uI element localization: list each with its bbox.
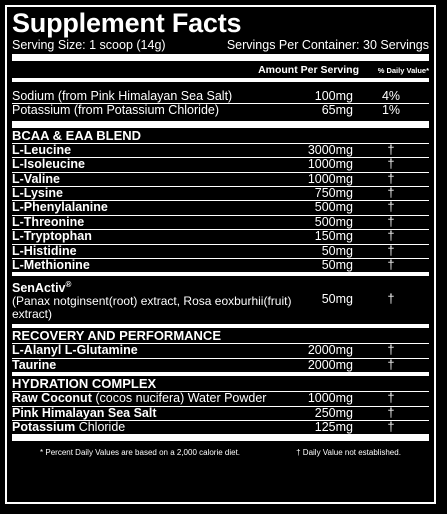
ingredient-dv: † — [387, 214, 395, 229]
recovery-list — [12, 344, 429, 372]
ingredient-dv: † — [387, 142, 395, 157]
ingredient-dv: † — [387, 243, 395, 258]
recovery-section-title: RECOVERY AND PERFORMANCE — [12, 328, 429, 344]
ingredient-row — [12, 187, 429, 201]
ingredient-name: L-Leucine — [12, 142, 72, 157]
ingredient-name: L-Isoleucine — [12, 157, 85, 172]
ingredient-name: L-Threonine — [12, 214, 85, 229]
serving-info — [12, 38, 429, 54]
hydration-section-title: HYDRATION COMPLEX — [12, 376, 429, 392]
ingredient-name: Pink Himalayan Sea Salt — [12, 405, 157, 420]
nutrient-dv: 4% — [381, 89, 401, 103]
ingredient-dv: † — [387, 357, 395, 372]
nutrient-row — [12, 90, 429, 104]
ingredient-dv: † — [387, 391, 395, 406]
nutrient-row — [12, 104, 429, 117]
ingredient-row — [12, 216, 429, 230]
ingredient-name: L-Valine — [12, 171, 60, 186]
ingredient-amount: 3000mg — [307, 142, 353, 157]
daily-value-header: % Daily Value* — [377, 66, 429, 75]
ingredient-row — [12, 201, 429, 215]
ingredient-amount: 150mg — [314, 229, 353, 244]
ingredient-amount: 2000mg — [307, 357, 353, 372]
ingredient-amount: 50mg — [321, 257, 353, 272]
ingredient-amount: 500mg — [314, 200, 353, 215]
servings-per-container: Servings Per Container: 30 Servings — [226, 38, 429, 52]
nutrient-name: Potassium (from Potassium Chloride) — [12, 103, 220, 118]
divider-thick — [12, 434, 429, 441]
footer-notes — [12, 447, 429, 459]
ingredient-dv: † — [387, 229, 395, 244]
ingredient-amount: 1000mg — [307, 171, 353, 186]
ingredient-name: Raw Coconut (cocos nucifera) Water Powder — [12, 391, 267, 406]
ingredient-amount: 50mg — [321, 243, 353, 258]
nutrient-name: Sodium (from Pink Himalayan Sea Salt) — [12, 89, 233, 103]
ingredient-name: Taurine — [12, 357, 57, 372]
ingredient-dv: † — [387, 405, 395, 420]
bcaa-list — [12, 144, 429, 273]
dagger-note: † Daily Value not established. — [296, 448, 401, 458]
ingredient-amount: 250mg — [314, 405, 353, 420]
ingredient-row — [12, 344, 429, 358]
ingredient-name: L-Phenylalanine — [12, 200, 108, 215]
ingredient-row — [12, 144, 429, 158]
ingredient-dv: † — [387, 171, 395, 186]
percent-dv-note: * Percent Daily Values are based on a 2,000 calorie diet. — [40, 448, 241, 458]
ingredient-dv: † — [387, 420, 395, 435]
serving-size: Serving Size: 1 scoop (14g) — [12, 38, 166, 52]
senactiv-name: SenActiv® — [12, 280, 72, 296]
ingredient-name: L-Methionine — [12, 257, 90, 272]
ingredient-dv: † — [387, 200, 395, 215]
nutrient-amount: 65mg — [321, 103, 353, 118]
ingredient-row — [12, 392, 429, 406]
ingredient-dv: † — [387, 185, 395, 200]
hydration-list — [12, 392, 429, 434]
column-header — [12, 63, 429, 77]
ingredient-amount: 2000mg — [307, 343, 353, 358]
ingredient-row — [12, 173, 429, 187]
divider-thick — [12, 54, 429, 61]
ingredient-amount: 1000mg — [307, 157, 353, 172]
ingredient-amount: 500mg — [314, 214, 353, 229]
ingredient-row — [12, 259, 429, 272]
ingredient-row — [12, 230, 429, 244]
ingredient-dv: † — [387, 257, 395, 272]
ingredient-row — [12, 158, 429, 172]
senactiv-dv: † — [387, 292, 395, 307]
bcaa-section-title: BCAA & EAA BLEND — [12, 128, 429, 144]
ingredient-name: L-Histidine — [12, 243, 77, 258]
ingredient-amount: 750mg — [314, 185, 353, 200]
amount-per-serving-header: Amount Per Serving — [258, 64, 359, 76]
ingredient-amount: 1000mg — [307, 391, 353, 406]
ingredient-dv: † — [387, 343, 395, 358]
panel-title: Supplement Facts — [12, 8, 242, 38]
ingredient-name: L-Alanyl L-Glutamine — [12, 343, 138, 358]
ingredient-row — [12, 407, 429, 421]
ingredient-amount: 125mg — [314, 420, 353, 435]
ingredient-name: L-Lysine — [12, 185, 63, 200]
ingredient-row — [12, 421, 429, 434]
senactiv-row — [12, 276, 429, 324]
senactiv-description: (Panax notginsent(root) extract, Rosa eoxburhii(fruit) extract) — [12, 294, 292, 322]
ingredient-name: Potassium Chloride — [12, 420, 126, 435]
ingredient-dv: † — [387, 157, 395, 172]
nutrient-amount: 100mg — [314, 89, 353, 103]
ingredient-row — [12, 359, 429, 372]
ingredient-name: L-Tryptophan — [12, 229, 92, 244]
nutrient-dv: 1% — [381, 103, 401, 118]
divider-thick — [12, 121, 429, 128]
registered-mark: ® — [65, 280, 72, 290]
ingredient-row — [12, 245, 429, 259]
senactiv-amount: 50mg — [321, 292, 353, 307]
supplement-facts-panel — [5, 5, 436, 504]
